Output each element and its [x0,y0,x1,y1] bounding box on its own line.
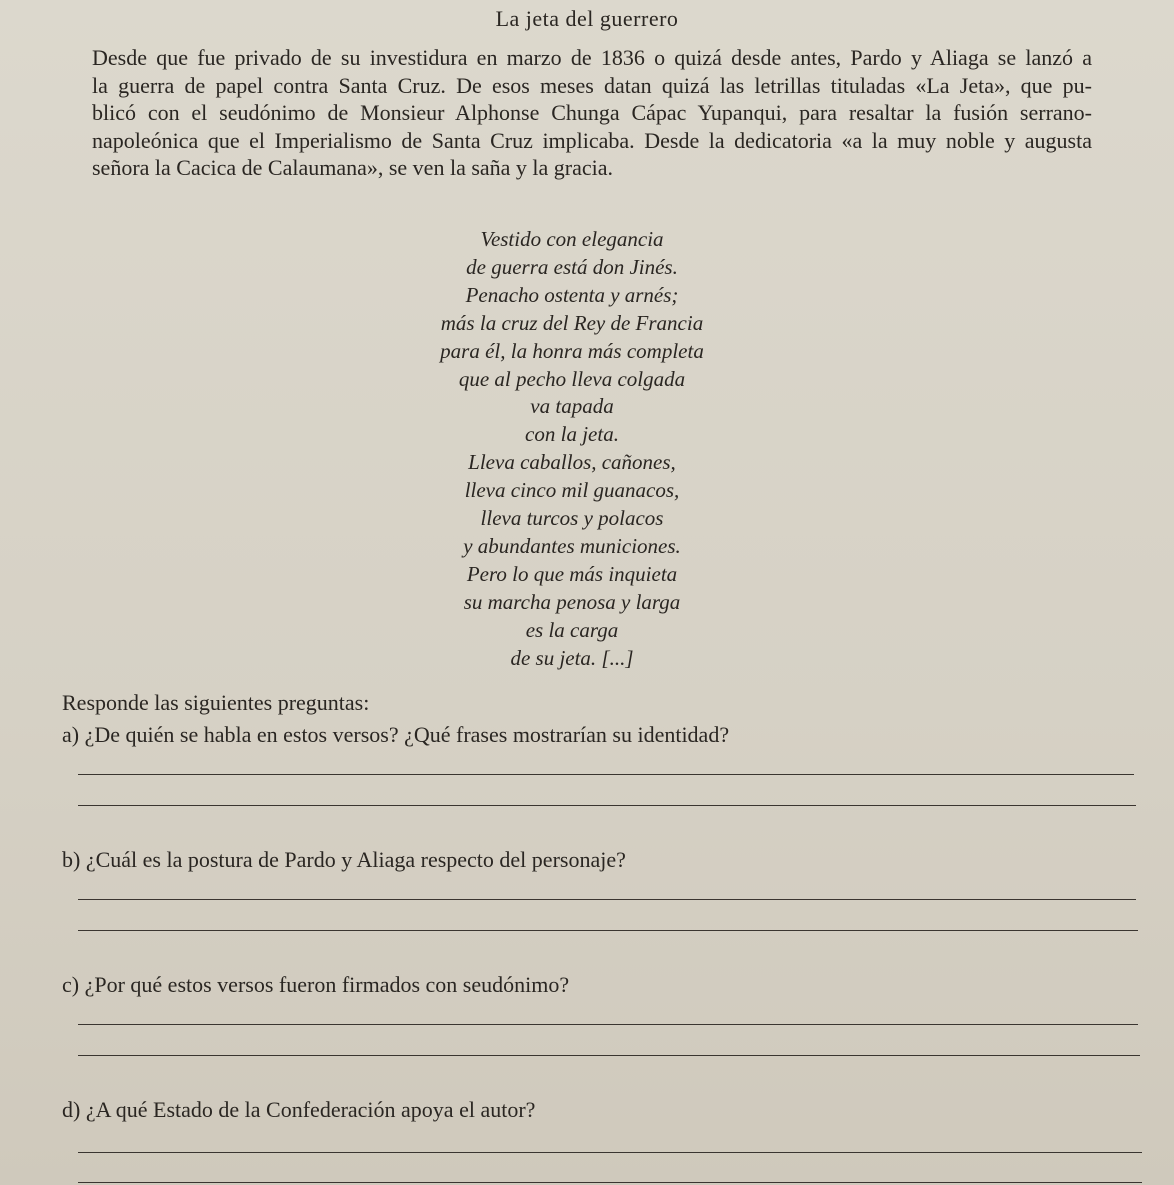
answer-line-c1[interactable] [78,1024,1138,1025]
question-d: d) ¿A qué Estado de la Confederación apoya el autor? [62,1097,536,1122]
poem-verse: lleva cinco mil guanacos, [464,478,680,503]
answer-line-a2[interactable] [78,805,1136,806]
question-b: b) ¿Cuál es la postura de Pardo y Aliaga respecto del personaje? [62,847,626,872]
poem-verse: y abundantes municiones. [463,533,681,558]
intro-line: blicó con el seudónimo de Monsieur Alphonse Chunga Cápac Yupanqui, para resaltar la fusión serrano- [92,100,1092,125]
poem-verse: Pero lo que más inquieta [466,561,678,586]
intro-line: la guerra de papel contra Santa Cruz. De esos meses datan quizá las letrillas tituladas «La Jeta», que pu- [92,72,1092,98]
poem [330,226,814,673]
poem-verse: Lleva caballos, cañones, [468,450,676,475]
answer-line-a1[interactable] [78,774,1134,775]
intro-line: napoleónica que el Imperialismo de Santa Cruz implicaba. Desde la dedicatoria «a la muy noble y augusta [92,127,1092,153]
poem-verse: para él, la honra más completa [440,338,704,363]
question-c: c) ¿Por qué estos versos fueron firmados con seudónimo? [62,972,570,997]
poem-verse: que al pecho lleva colgada [458,366,686,391]
poem-verse: con la jeta. [525,422,619,447]
answer-line-c2[interactable] [78,1055,1140,1056]
poem-verse: es la carga [525,617,619,642]
poem-verse: va tapada [530,394,614,419]
poem-verse: de su jeta. [...] [510,645,634,670]
poem-verse: de guerra está don Jinés. [466,254,678,279]
poem-verse: su marcha penosa y larga [463,589,681,614]
intro-line: Desde que fue privado de su investidura en marzo de 1836 o quizá desde antes, Pardo y Aliaga se lanzó a [92,45,1092,70]
answer-line-b2[interactable] [78,930,1138,931]
question-a: a) ¿De quién se habla en estos versos? ¿Qué frases mostrarían su identidad? [62,722,730,747]
poem-verse: Penacho ostenta y arnés; [465,282,679,307]
intro-paragraph [92,44,1092,182]
instructions-heading: Responde las siguientes preguntas: [62,690,370,715]
answer-line-d2[interactable] [78,1182,1142,1183]
intro-line: señora la Cacica de Calaumana», se ven la saña y la gracia. [92,155,614,180]
answer-line-b1[interactable] [78,899,1136,900]
poem-verse: más la cruz del Rey de Francia [440,310,704,335]
answer-line-d1[interactable] [78,1152,1142,1153]
poem-verse: lleva turcos y polacos [480,506,664,531]
page-title: La jeta del guerrero [495,6,679,31]
poem-verse: Vestido con elegancia [480,227,664,251]
